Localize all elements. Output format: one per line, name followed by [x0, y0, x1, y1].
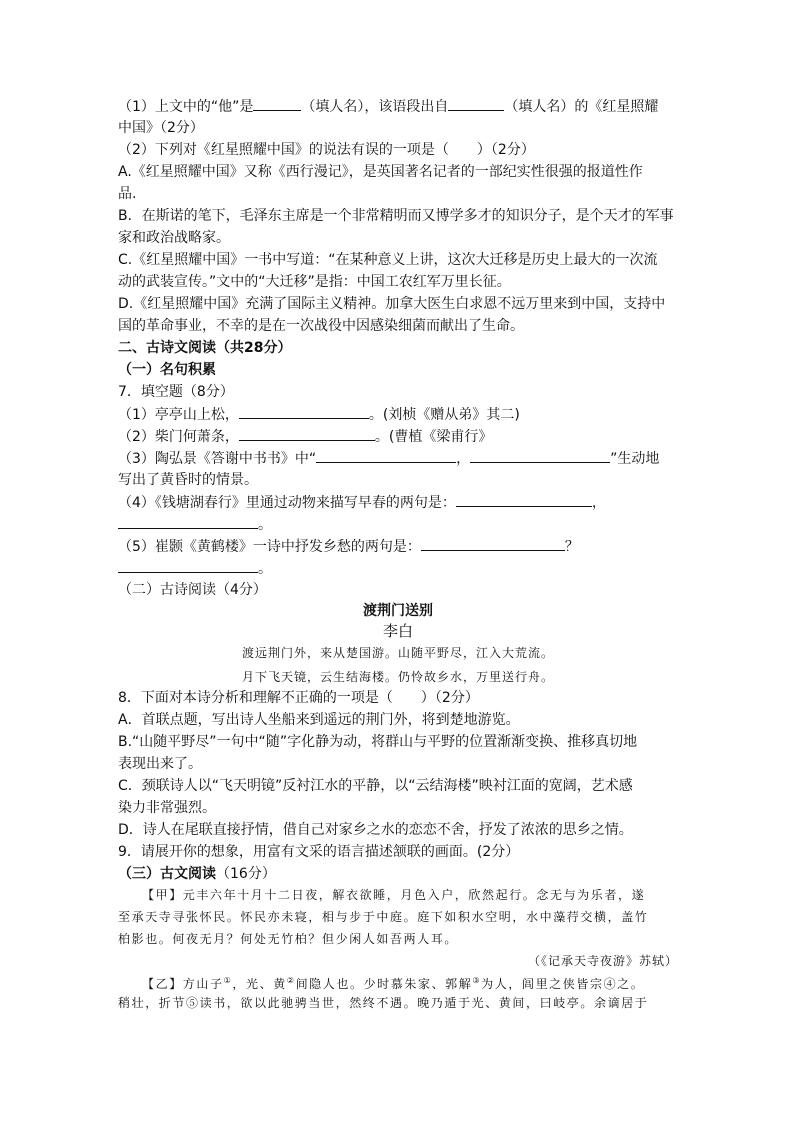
passage-text: 【甲】元丰六年十月十二日夜，解衣欲睡，月色入户，欣然起行。念无与为乐者，遂: [142, 888, 646, 902]
footnote-marker: ②: [286, 976, 296, 985]
option-a-line-1: A.《红星照耀中国》又称《西行漫记》，是英国著名记者的一部纪实性很强的报道性作: [118, 164, 643, 180]
q7-stem: 7．填空题（8分）: [118, 384, 234, 400]
option-c-line-1: C.《红星照耀中国》一书中写道：“在某种意义上讲，这次大迁移是历史上最大的一次流: [118, 252, 658, 268]
footnote-marker: ①: [223, 976, 233, 985]
fill-text: ？: [564, 539, 579, 555]
subsection-score: （16分）: [216, 866, 276, 882]
poem-author: 李白: [382, 622, 413, 640]
subsection-heading: [118, 864, 276, 884]
passage-text: ，光、黄: [232, 977, 287, 991]
q8-option-c-1: C．颈联诗人以“飞天明镜”反衬江水的平静，以“云结海楼”映衬江面的宽阔，艺术感: [118, 778, 633, 794]
poem-line-2: 月下飞天镜，云生结海楼。仍怜故乡水，万里送行舟。: [241, 670, 554, 684]
q9-stem: 9．请展开你的想象，用富有文采的语言描述颔联的画面。(2分）: [118, 844, 520, 860]
fill-text: （2）柴门何萧条，: [118, 429, 239, 445]
fill-text: （1）亭亭山上松，: [118, 407, 239, 423]
answer-blank[interactable]: [253, 96, 301, 111]
passage-text: 间隐人也。少时慕朱家、郭解: [295, 977, 473, 991]
fill-item-5-cont: [118, 558, 272, 579]
answer-blank[interactable]: [118, 514, 258, 529]
answer-blank[interactable]: [118, 558, 258, 573]
fill-item-3: [118, 448, 659, 469]
answer-blank[interactable]: [316, 448, 456, 463]
fill-text: （5）崔颢《黄鹤楼》一诗中抒发乡愁的两句是：: [118, 539, 421, 555]
poem-line-1: 渡远荆门外，来从楚国游。山随平野尽，江入大荒流。: [241, 646, 554, 660]
q6-line-2: 中国》（2分）: [118, 120, 204, 136]
section-heading: 二、古诗文阅读（共28分）: [118, 340, 292, 356]
fill-text: 。(曹植《梁甫行》: [374, 429, 493, 445]
q6-text: （1）上文中的“他”是: [118, 99, 254, 115]
fill-text: 。(刘桢《赠从弟》其二): [368, 407, 520, 423]
passage-text: 【乙】方山子: [142, 977, 224, 991]
option-d-line-1: D.《红星照耀中国》充满了国际主义精神。加拿大医生白求恩不远万里来到中国，支持中: [118, 296, 666, 312]
q8-stem: 8．下面对本诗分析和理解不正确的一项是（ ）（2分）: [118, 690, 479, 706]
q6-line-3: （2）下列对《红星照耀中国》的说法有误的一项是（ ）（2分）: [118, 142, 535, 158]
footnote-marker: ③: [472, 976, 482, 985]
subsection-heading: （一）名句积累: [118, 362, 216, 378]
option-b-line-2: 家和政治战略家。: [118, 230, 230, 246]
q8-option-b-1: B.“山随平野尽”一句中“随”字化静为动，将群山与平野的位置渐渐变换、推移真切地: [118, 734, 638, 750]
option-a-line-2: 品.: [118, 186, 137, 202]
passage-jia-line-1: [118, 884, 678, 906]
passage-source: （《记承天寺夜游》苏轼）: [527, 954, 678, 968]
q6-text: （填人名），该语段出自: [301, 99, 449, 115]
answer-blank[interactable]: [448, 96, 504, 111]
fill-text: ”生动地: [610, 451, 660, 467]
option-d-line-2: 国的革命事业，不幸的是在一次战役中因感染细菌而献出了生命。: [118, 318, 524, 334]
q8-option-a: A．首联点题，写出诗人坐船来到遥远的荆门外，将到楚地游览。: [118, 712, 520, 728]
passage-text: 为人，闾里之侠皆宗④之。: [481, 977, 645, 991]
fill-item-3-cont: 写出了黄昏时的情景。: [118, 472, 258, 488]
answer-blank[interactable]: [456, 492, 592, 507]
fill-item-4-cont: [118, 514, 272, 535]
answer-blank[interactable]: [239, 426, 375, 441]
q6-line-1: [118, 96, 658, 117]
option-b-line-1: B．在斯诺的笔下，毛泽东主席是一个非常精明而又博学多才的知识分子，是个天才的军事: [118, 208, 674, 224]
fill-text: ，: [591, 495, 606, 511]
subsection-heading: （二）古诗阅读（4分）: [118, 582, 267, 598]
fill-text: ，: [456, 451, 471, 467]
passage-jia-line-2: 至承天寺寻张怀民。怀民亦未寝，相与步于中庭。庭下如积水空明，水中藻荇交横，盖竹: [118, 910, 649, 924]
q6-text: （填人名）的《红星照耀: [504, 99, 659, 115]
fill-item-1: [118, 404, 520, 425]
fill-text: 。: [258, 517, 272, 533]
fill-text: （3）陶弘景《答谢中书书》中“: [118, 451, 317, 467]
q8-option-d: D．诗人在尾联直接抒情，借自己对家乡之水的恋恋不舍，抒发了浓浓的思乡之情。: [118, 822, 633, 838]
fill-item-4: [118, 492, 606, 513]
passage-yi-line-2: 稍壮，折节⑤读书，欲以此驰骋当世，然终不遇。晚乃遁于光、黄间，曰岐亭。余谪居于: [118, 996, 649, 1010]
fill-text: 。: [258, 561, 272, 577]
answer-blank[interactable]: [470, 448, 610, 463]
fill-item-2: [118, 426, 492, 447]
fill-item-5: [118, 536, 579, 557]
answer-blank[interactable]: [239, 404, 369, 419]
passage-jia-line-3: 柏影也。何夜无月？何处无竹柏？但少闲人如吾两人耳。: [118, 932, 459, 946]
answer-blank[interactable]: [421, 536, 565, 551]
poem-title: 渡荆门送别: [363, 603, 433, 619]
fill-text: （4）《钱塘湖春行》里通过动物来描写早春的两句是：: [118, 495, 456, 511]
q8-option-c-2: 染力非常强烈。: [118, 800, 216, 816]
option-c-line-2: 动的武装宣传。”文中的“大迁移”是指：中国工农红军万里长征。: [118, 274, 511, 290]
subsection-title: （三）古文阅读: [118, 866, 216, 882]
q8-option-b-2: 表现出来了。: [118, 756, 202, 772]
